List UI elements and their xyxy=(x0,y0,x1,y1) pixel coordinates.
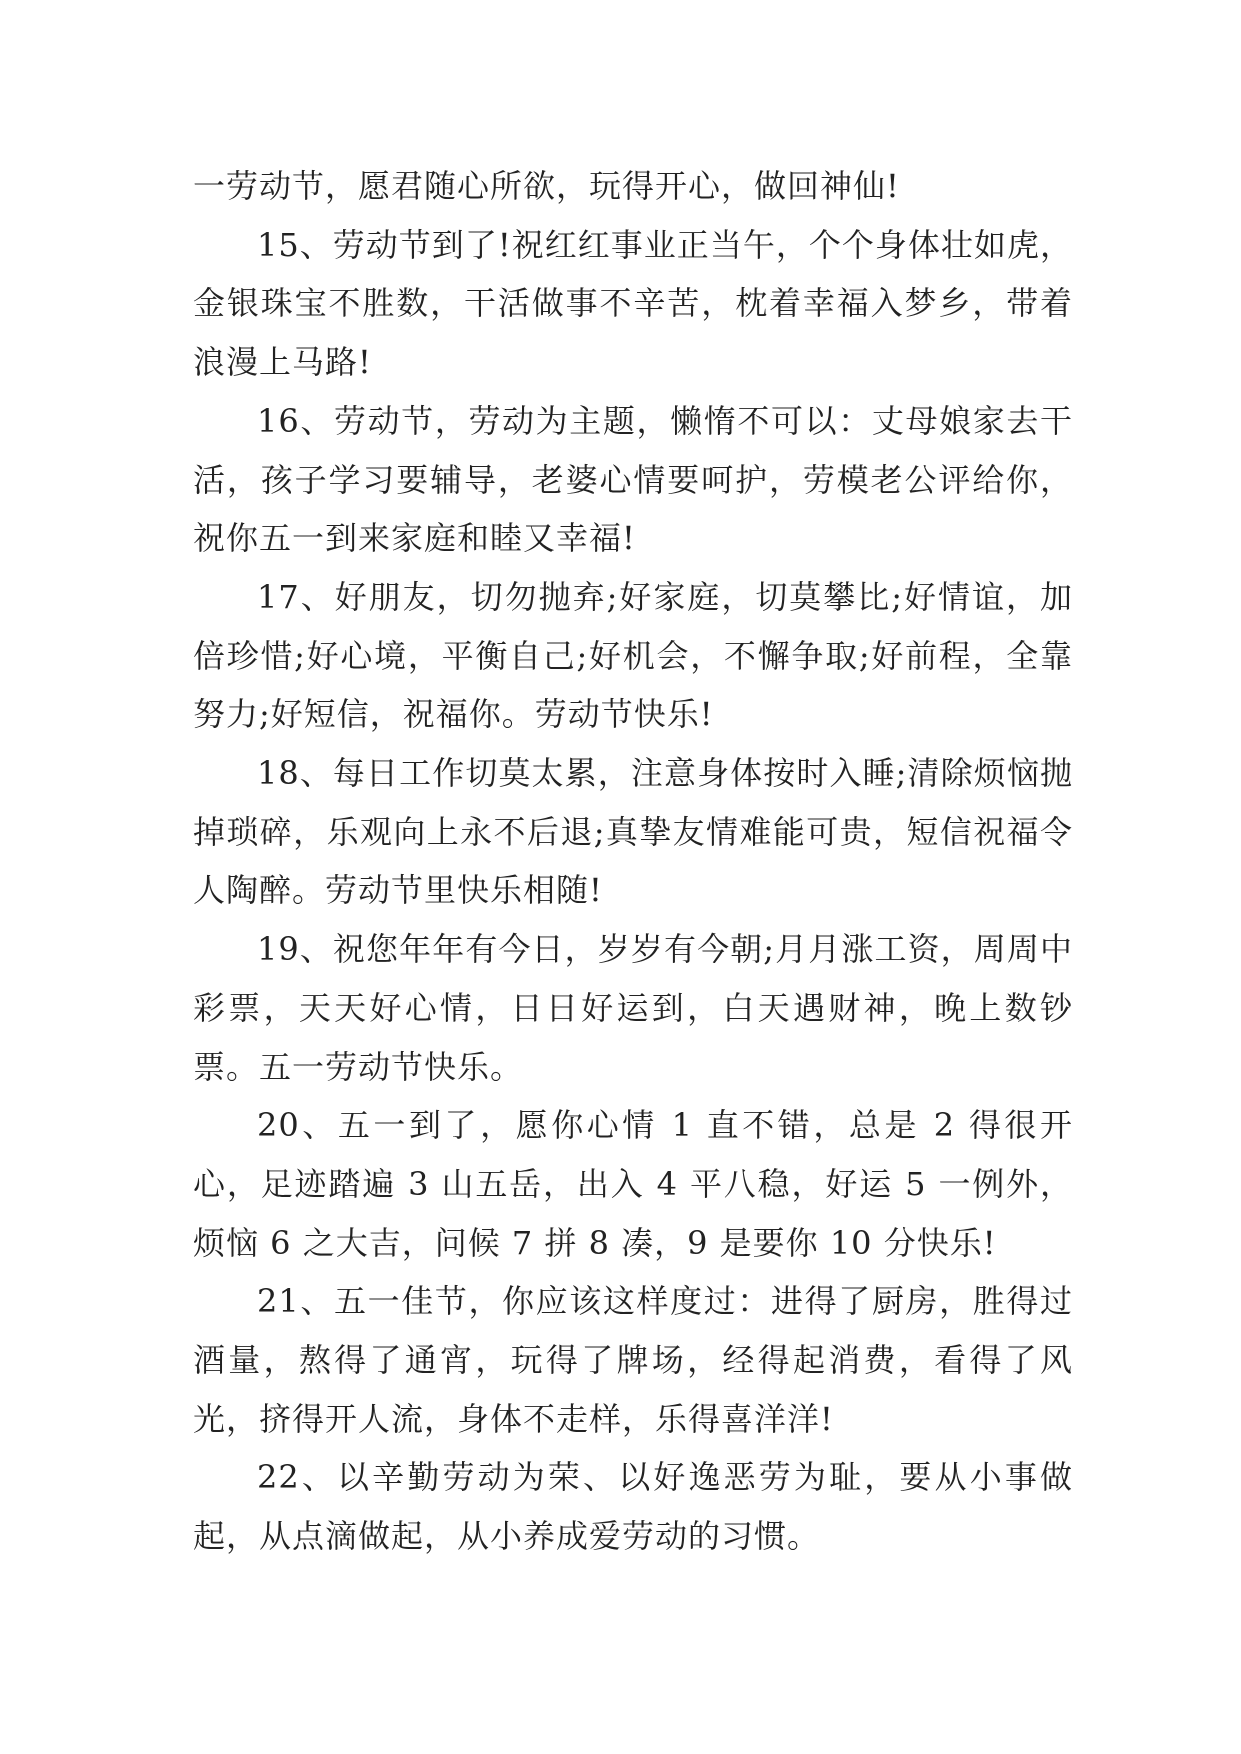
paragraph-21: 21、五一佳节，你应该这样度过：进得了厨房，胜得过酒量，熬得了通宵，玩得了牌场，经得起消费，看得了风光，挤得开人流，身体不走样，乐得喜洋洋! xyxy=(193,1282,1073,1438)
paragraph-22: 22、以辛勤劳动为荣、以好逸恶劳为耻，要从小事做起，从点滴做起，从小养成爱劳动的习惯。 xyxy=(193,1458,1073,1556)
paragraph-16: 16、劳动节，劳动为主题，懒惰不可以：丈母娘家去干活，孩子学习要辅导，老婆心情要呵护，劳模老公评给你，祝你五一到来家庭和睦又幸福! xyxy=(193,401,1073,558)
paragraph-14-continuation: 一劳动节，愿君随心所欲，玩得开心，做回神仙! xyxy=(193,167,900,205)
document-body xyxy=(193,157,1073,1566)
paragraph-18: 18、每日工作切莫太累，注意身体按时入睡;清除烦恼抛掉琐碎，乐观向上永不后退;真挚友情难能可贵，短信祝福令人陶醉。劳动节里快乐相随! xyxy=(193,754,1073,910)
paragraph-19: 19、祝您年年有今日，岁岁有今朝;月月涨工资，周周中彩票，天天好心情，日日好运到，白天遇财神，晚上数钞票。五一劳动节快乐。 xyxy=(193,930,1073,1086)
paragraph-17: 17、好朋友，切勿抛弃;好家庭，切莫攀比;好情谊，加倍珍惜;好心境，平衡自己;好机会，不懈争取;好前程，全靠努力;好短信，祝福你。劳动节快乐! xyxy=(193,577,1073,734)
paragraph-15: 15、劳动节到了!祝红红事业正当午，个个身体壮如虎，金银珠宝不胜数，干活做事不辛苦，枕着幸福入梦乡，带着浪漫上马路! xyxy=(193,225,1073,382)
paragraph-20: 20、五一到了，愿你心情 1 直不错，总是 2 得很开心，足迹踏遍 3 山五岳，出入 4 平八稳，好运 5 一例外，烦恼 6 之大吉，问候 7 拼 8 凑，9 是要你 10 分快乐! xyxy=(193,1106,1073,1262)
